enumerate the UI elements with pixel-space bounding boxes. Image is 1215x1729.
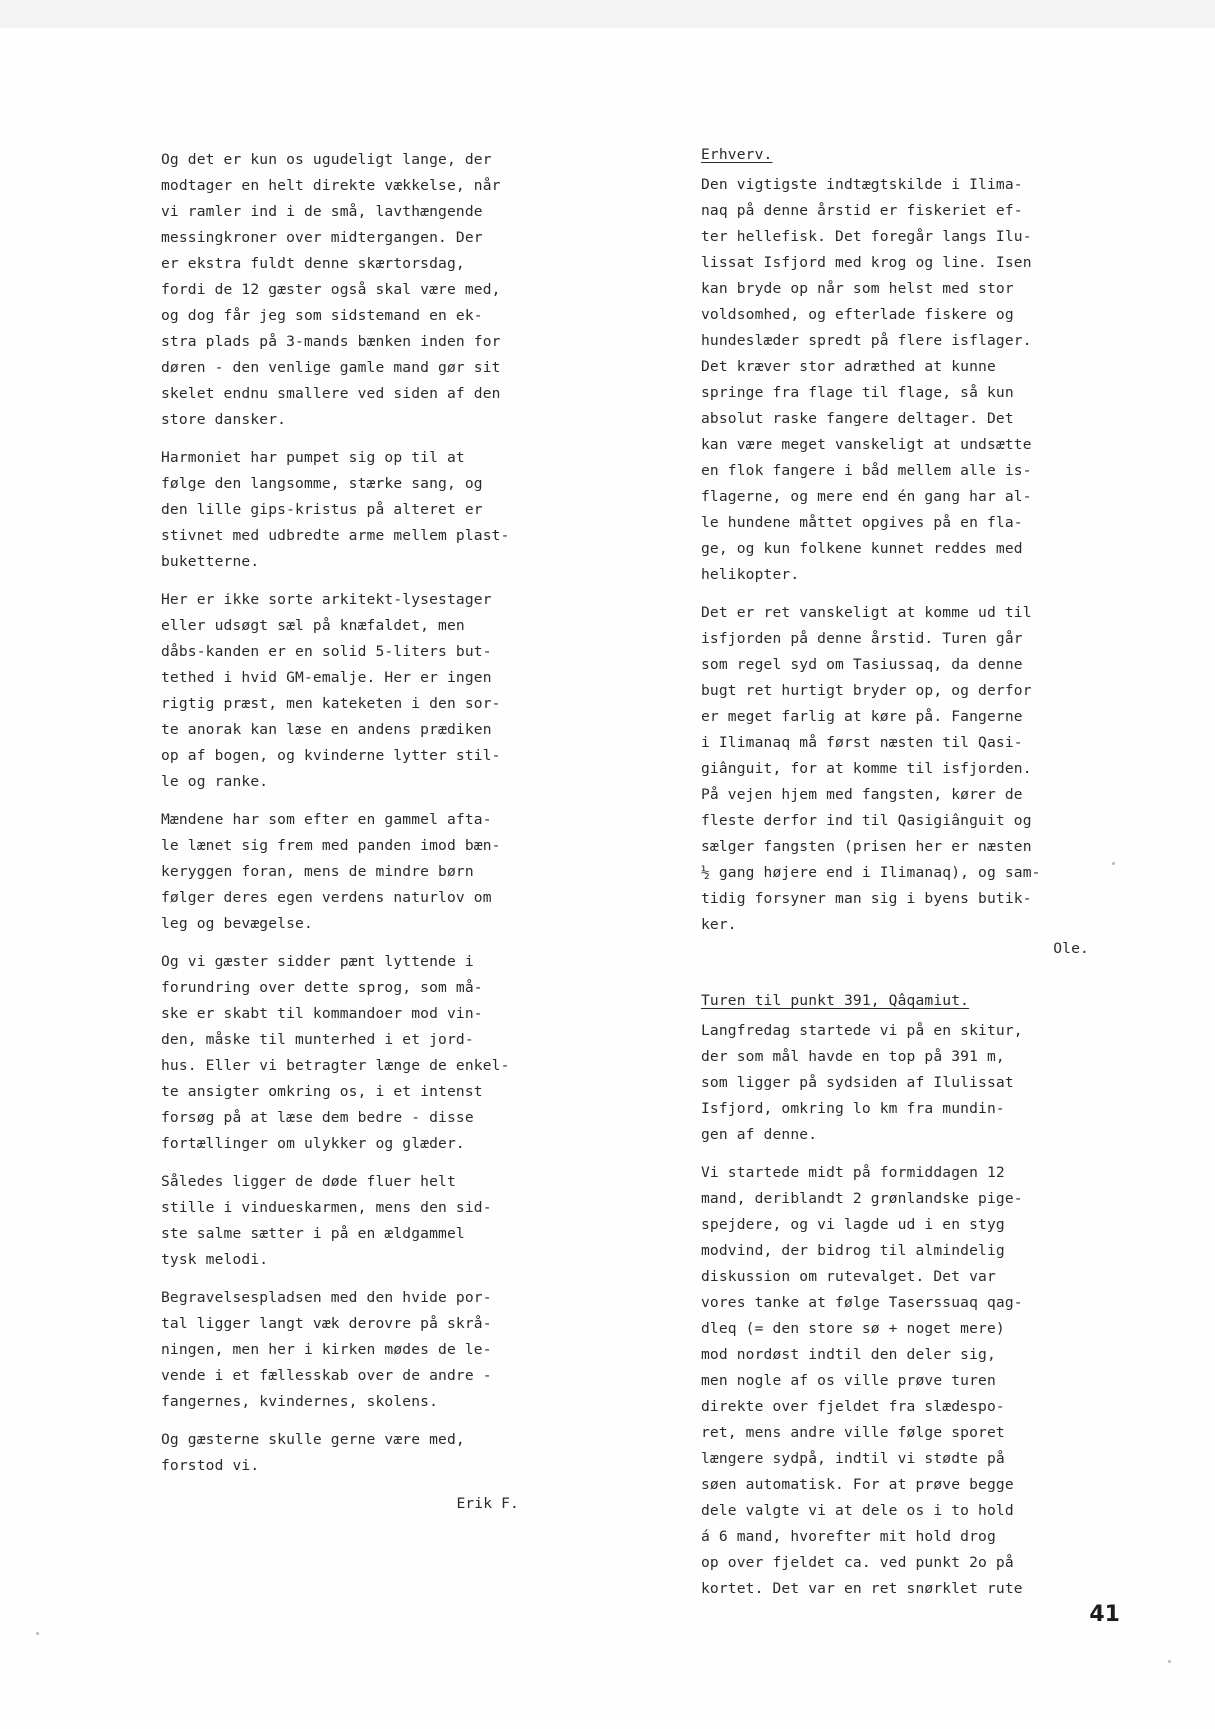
text-line: ste salme sætter i på en ældgammel [161, 1225, 465, 1242]
text-line: te anorak kan læse en andens prædiken [161, 721, 492, 738]
text-line: messingkroner over midtergangen. Der [161, 229, 483, 246]
text-line: Isfjord, omkring lo km fra mundin- [701, 1100, 1005, 1117]
text-line: hus. Eller vi betragter længe de enkel- [161, 1057, 510, 1074]
paragraph [161, 445, 581, 575]
text-line: tethed i hvid GM-emalje. Her er ingen [161, 669, 492, 686]
text-line: dåbs-kanden er en solid 5-liters but- [161, 643, 492, 660]
text-line: ret, mens andre ville følge sporet [701, 1424, 1005, 1441]
text-line: søen automatisk. For at prøve begge [701, 1476, 1014, 1493]
text-line: vores tanke at følge Taserssuaq qag- [701, 1294, 1023, 1311]
text-line: tidig forsyner man sig i byens butik- [701, 890, 1032, 907]
paragraph [161, 587, 581, 795]
text-line: fortællinger om ulykker og glæder. [161, 1135, 465, 1152]
paragraph [161, 1427, 581, 1479]
text-line: Den vigtigste indtægtskilde i Ilima- [701, 176, 1023, 193]
text-line: som regel syd om Tasiussaq, da denne [701, 656, 1023, 673]
scan-top-edge [0, 0, 1215, 28]
text-line: men nogle af os ville prøve turen [701, 1372, 996, 1389]
text-line: Og vi gæster sidder pænt lyttende i [161, 953, 474, 970]
paragraph [701, 1160, 1101, 1602]
text-line: den lille gips-kristus på alteret er [161, 501, 483, 518]
text-line: som ligger på sydsiden af Ilulissat [701, 1074, 1014, 1091]
text-line: forundring over dette sprog, som må- [161, 979, 483, 996]
text-line: sælger fangsten (prisen her er næsten [701, 838, 1032, 855]
signature-ole: Ole. [1053, 940, 1089, 957]
text-line: den, måske til munterhed i et jord- [161, 1031, 474, 1048]
text-line: á 6 mand, hvorefter mit hold drog [701, 1528, 996, 1545]
text-line: i Ilimanaq må først næsten til Qasi- [701, 734, 1023, 751]
text-line: dleq (= den store sø + noget mere) [701, 1320, 1005, 1337]
text-line: le og ranke. [161, 773, 269, 790]
text-line: følger deres egen verdens naturlov om [161, 889, 492, 906]
text-line: ske er skabt til kommandoer mod vin- [161, 1005, 483, 1022]
text-line: er meget farlig at køre på. Fangerne [701, 708, 1023, 725]
text-line: kan bryde op når som helst med stor [701, 280, 1014, 297]
text-line: gen af denne. [701, 1126, 818, 1143]
text-line: stivnet med udbredte arme mellem plast- [161, 527, 510, 544]
text-line: store dansker. [161, 411, 287, 428]
text-line: naq på denne årstid er fiskeriet ef- [701, 202, 1023, 219]
text-line: ½ gang højere end i Ilimanaq), og sam- [701, 864, 1041, 881]
text-line: Og gæsterne skulle gerne være med, [161, 1431, 465, 1448]
text-line: Og det er kun os ugudeligt lange, der [161, 151, 492, 168]
text-line: tal ligger langt væk derovre på skrå- [161, 1315, 492, 1332]
section-heading-turen: Turen til punkt 391, Qâqamiut. [701, 992, 970, 1009]
text-line: flagerne, og mere end én gang har al- [701, 488, 1032, 505]
text-line: buketterne. [161, 553, 260, 570]
text-line: diskussion om rutevalget. Det var [701, 1268, 996, 1285]
text-line: Her er ikke sorte arkitekt-lysestager [161, 591, 492, 608]
text-line: helikopter. [701, 566, 800, 583]
text-line: stille i vindueskarmen, mens den sid- [161, 1199, 492, 1216]
paragraph [161, 1285, 581, 1415]
text-line: op over fjeldet ca. ved punkt 2o på [701, 1554, 1014, 1571]
text-line: forstod vi. [161, 1457, 260, 1474]
paragraph [161, 807, 581, 937]
text-line: fleste derfor ind til Qasigiânguit og [701, 812, 1032, 829]
text-line: lissat Isfjord med krog og line. Isen [701, 254, 1032, 271]
text-line: keryggen foran, mens de mindre børn [161, 863, 474, 880]
text-line: Langfredag startede vi på en skitur, [701, 1022, 1023, 1039]
text-line: spejdere, og vi lagde ud i en styg [701, 1216, 1005, 1233]
text-line: og dog får jeg som sidstemand en ek- [161, 307, 483, 324]
text-line: kan være meget vanskeligt at undsætte [701, 436, 1032, 453]
text-line: Harmoniet har pumpet sig op til at [161, 449, 465, 466]
text-line: absolut raske fangere deltager. Det [701, 410, 1014, 427]
text-line: op af bogen, og kvinderne lytter stil- [161, 747, 501, 764]
text-line: le hundene måttet opgives på en fla- [701, 514, 1023, 531]
text-line: direkte over fjeldet fra slædespo- [701, 1398, 1005, 1415]
text-line: fangernes, kvindernes, skolens. [161, 1393, 439, 1410]
text-line: Mændene har som efter en gammel afta- [161, 811, 492, 828]
paragraph [701, 1018, 1101, 1148]
scan-speck [1168, 1660, 1171, 1663]
text-line: giânguit, for at komme til isfjorden. [701, 760, 1032, 777]
text-line: bugt ret hurtigt bryder op, og derfor [701, 682, 1032, 699]
text-line: le lænet sig frem med panden imod bæn- [161, 837, 501, 854]
paragraph [161, 147, 581, 433]
text-line: leg og bevægelse. [161, 915, 313, 932]
text-line: Vi startede midt på formiddagen 12 [701, 1164, 1005, 1181]
scan-speck [1112, 862, 1115, 865]
text-line: modtager en helt direkte vækkelse, når [161, 177, 501, 194]
text-line: ter hellefisk. Det foregår langs Ilu- [701, 228, 1032, 245]
text-line: Det kræver stor adræthed at kunne [701, 358, 996, 375]
text-line: der som mål havde en top på 391 m, [701, 1048, 1005, 1065]
paragraph [161, 1169, 581, 1273]
text-line: mand, deriblandt 2 grønlandske pige- [701, 1190, 1023, 1207]
paragraph [701, 172, 1101, 588]
text-line: ningen, men her i kirken mødes de le- [161, 1341, 492, 1358]
text-line: rigtig præst, men kateketen i den sor- [161, 695, 501, 712]
text-line: ker. [701, 916, 737, 933]
text-line: fordi de 12 gæster også skal være med, [161, 281, 501, 298]
text-line: voldsomhed, og efterlade fiskere og [701, 306, 1014, 323]
text-line: kortet. Det var en ret snørklet rute [701, 1580, 1023, 1597]
text-line: hundeslæder spredt på flere isflager. [701, 332, 1032, 349]
section-heading-erhverv: Erhverv. [701, 146, 773, 163]
page-number: 41 [1089, 1602, 1120, 1627]
text-line: modvind, der bidrog til almindelig [701, 1242, 1005, 1259]
text-line: stra plads på 3-mands bænken inden for [161, 333, 501, 350]
text-line: følge den langsomme, stærke sang, og [161, 475, 483, 492]
text-line: en flok fangere i båd mellem alle is- [701, 462, 1032, 479]
text-line: isfjorden på denne årstid. Turen går [701, 630, 1023, 647]
text-line: vi ramler ind i de små, lavthængende [161, 203, 483, 220]
paragraph [701, 600, 1101, 938]
scan-speck [36, 1632, 39, 1635]
text-line: vende i et fællesskab over de andre - [161, 1367, 492, 1384]
text-line: Således ligger de døde fluer helt [161, 1173, 456, 1190]
text-line: Begravelsespladsen med den hvide por- [161, 1289, 492, 1306]
paragraph [161, 949, 581, 1157]
text-line: længere sydpå, indtil vi stødte på [701, 1450, 1005, 1467]
text-line: skelet endnu smallere ved siden af den [161, 385, 501, 402]
text-line: døren - den venlige gamle mand gør sit [161, 359, 501, 376]
text-line: ge, og kun folkene kunnet reddes med [701, 540, 1023, 557]
text-line: eller udsøgt sæl på knæfaldet, men [161, 617, 465, 634]
text-line: mod nordøst indtil den deler sig, [701, 1346, 996, 1363]
text-line: Det er ret vanskeligt at komme ud til [701, 604, 1032, 621]
text-line: tysk melodi. [161, 1251, 269, 1268]
text-line: På vejen hjem med fangsten, kører de [701, 786, 1023, 803]
right-column [701, 142, 1101, 1614]
text-line: er ekstra fuldt denne skærtorsdag, [161, 255, 465, 272]
text-line: springe fra flage til flage, så kun [701, 384, 1014, 401]
text-line: te ansigter omkring os, i et intenst [161, 1083, 483, 1100]
signature-erik: Erik F. [456, 1495, 519, 1512]
text-line: forsøg på at læse dem bedre - disse [161, 1109, 474, 1126]
text-line: dele valgte vi at dele os i to hold [701, 1502, 1014, 1519]
left-column [161, 147, 581, 1517]
